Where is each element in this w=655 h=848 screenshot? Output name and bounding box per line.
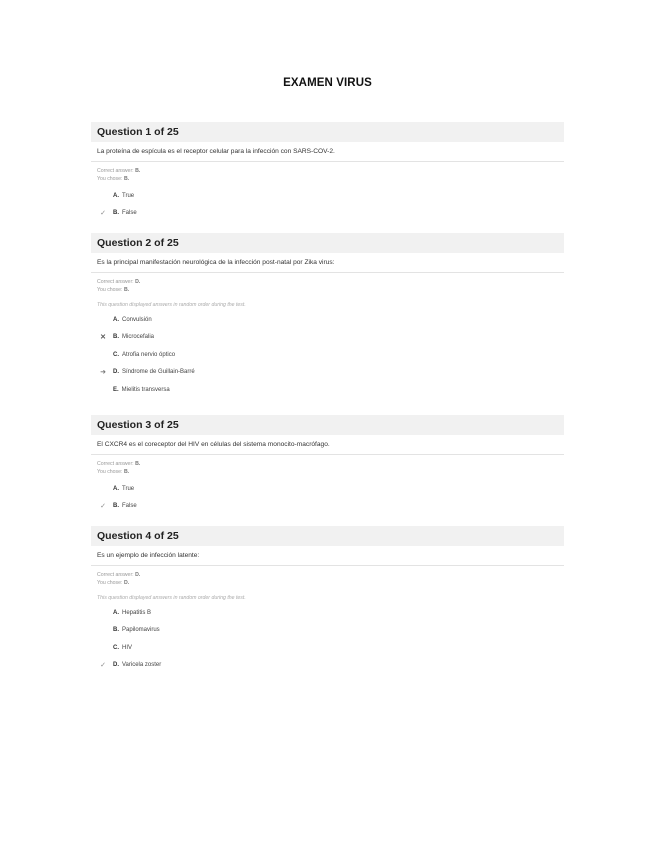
answer-option bbox=[91, 346, 564, 364]
correct-answer-value: B. bbox=[135, 168, 141, 174]
option-letter: A. bbox=[113, 609, 119, 616]
answer-option bbox=[91, 381, 564, 399]
question-4 bbox=[91, 526, 564, 674]
question-header: Question 4 of 25 bbox=[91, 526, 564, 546]
answer-option bbox=[91, 622, 564, 640]
you-chose-value: B. bbox=[123, 468, 130, 475]
question-header: Question 3 of 25 bbox=[91, 415, 564, 435]
checkmark-icon: ✓ bbox=[100, 662, 106, 670]
option-text: Mielitis transversa bbox=[121, 386, 170, 393]
you-chose-label: You chose: bbox=[97, 175, 123, 182]
question-header: Question 1 of 25 bbox=[91, 122, 564, 142]
correct-answer-label: Correct answer: bbox=[97, 461, 134, 467]
question-text: El CXCR4 es el coreceptor del HIV en células del sistema monocito-macrófago. bbox=[91, 435, 564, 455]
random-order-note: This question displayed answers in random order during the test. bbox=[97, 595, 246, 601]
answer-option bbox=[91, 657, 564, 675]
you-chose-value: D. bbox=[123, 579, 130, 586]
option-letter: C. bbox=[113, 644, 119, 651]
answer-option bbox=[91, 187, 564, 205]
question-text: Es la principal manifestación neurológica de la infección post-natal por Zika virus: bbox=[91, 253, 564, 273]
option-text: False bbox=[122, 503, 137, 510]
option-text: Papilomavirus bbox=[122, 627, 160, 634]
option-letter: A. bbox=[113, 316, 119, 323]
option-text: False bbox=[122, 210, 137, 217]
question-3 bbox=[91, 415, 564, 515]
correct-answer-value: D. bbox=[135, 279, 141, 285]
option-letter: B. bbox=[113, 627, 119, 634]
question-header: Question 2 of 25 bbox=[91, 233, 564, 253]
option-letter: B. bbox=[113, 210, 119, 217]
option-letter: A. bbox=[113, 192, 119, 199]
answer-meta bbox=[91, 168, 564, 183]
option-text: Varicela zoster bbox=[122, 662, 162, 669]
option-letter: B. bbox=[113, 503, 119, 510]
you-chose-label: You chose: bbox=[97, 286, 123, 293]
answer-option bbox=[91, 639, 564, 657]
option-letter: D. bbox=[113, 662, 119, 669]
option-letter: E. bbox=[113, 386, 119, 393]
option-text: HIV bbox=[122, 644, 133, 651]
option-letter: B. bbox=[113, 334, 119, 341]
checkmark-icon: ✓ bbox=[100, 210, 106, 218]
option-text: True bbox=[122, 192, 135, 199]
correct-answer-label: Correct answer: bbox=[97, 168, 134, 174]
answer-meta bbox=[91, 279, 564, 294]
question-1 bbox=[91, 122, 564, 222]
option-text: Convulsión bbox=[122, 316, 152, 323]
answer-option bbox=[91, 311, 564, 329]
option-text: True bbox=[122, 485, 135, 492]
answer-option bbox=[91, 205, 564, 223]
random-order-note: This question displayed answers in random order during the test. bbox=[97, 302, 246, 308]
checkmark-icon: ✓ bbox=[100, 503, 106, 511]
option-text: Atrofia nervio óptico bbox=[122, 351, 176, 358]
correct-answer-label: Correct answer: bbox=[97, 279, 134, 285]
page-title: EXAMEN VIRUS bbox=[283, 77, 372, 89]
question-2 bbox=[91, 233, 564, 399]
correct-answer-value: D. bbox=[135, 572, 141, 578]
option-text: Hepatitis B bbox=[122, 609, 152, 616]
option-letter: C. bbox=[113, 351, 119, 358]
option-letter: D. bbox=[113, 369, 119, 376]
answer-option bbox=[91, 329, 564, 347]
you-chose-label: You chose: bbox=[97, 468, 123, 475]
answer-option bbox=[91, 364, 564, 382]
you-chose-value: B. bbox=[123, 286, 130, 293]
question-text: La proteína de espícula es el receptor celular para la infección con SARS-COV-2. bbox=[91, 142, 564, 162]
cross-icon: ✕ bbox=[100, 334, 106, 342]
you-chose-value: B. bbox=[123, 175, 130, 182]
answer-option bbox=[91, 604, 564, 622]
answer-option bbox=[91, 498, 564, 516]
question-text: Es un ejemplo de infección latente: bbox=[91, 546, 564, 566]
answer-meta bbox=[91, 572, 564, 587]
option-text: Síndrome de Guillain-Barré bbox=[122, 369, 195, 376]
answer-option bbox=[91, 480, 564, 498]
you-chose-label: You chose: bbox=[97, 579, 123, 586]
answer-meta bbox=[91, 461, 564, 476]
option-letter: A. bbox=[113, 485, 119, 492]
option-text: Microcefalia bbox=[122, 334, 155, 341]
arrow-right-icon: ➜ bbox=[100, 369, 106, 377]
correct-answer-label: Correct answer: bbox=[97, 572, 134, 578]
correct-answer-value: B. bbox=[135, 461, 141, 467]
